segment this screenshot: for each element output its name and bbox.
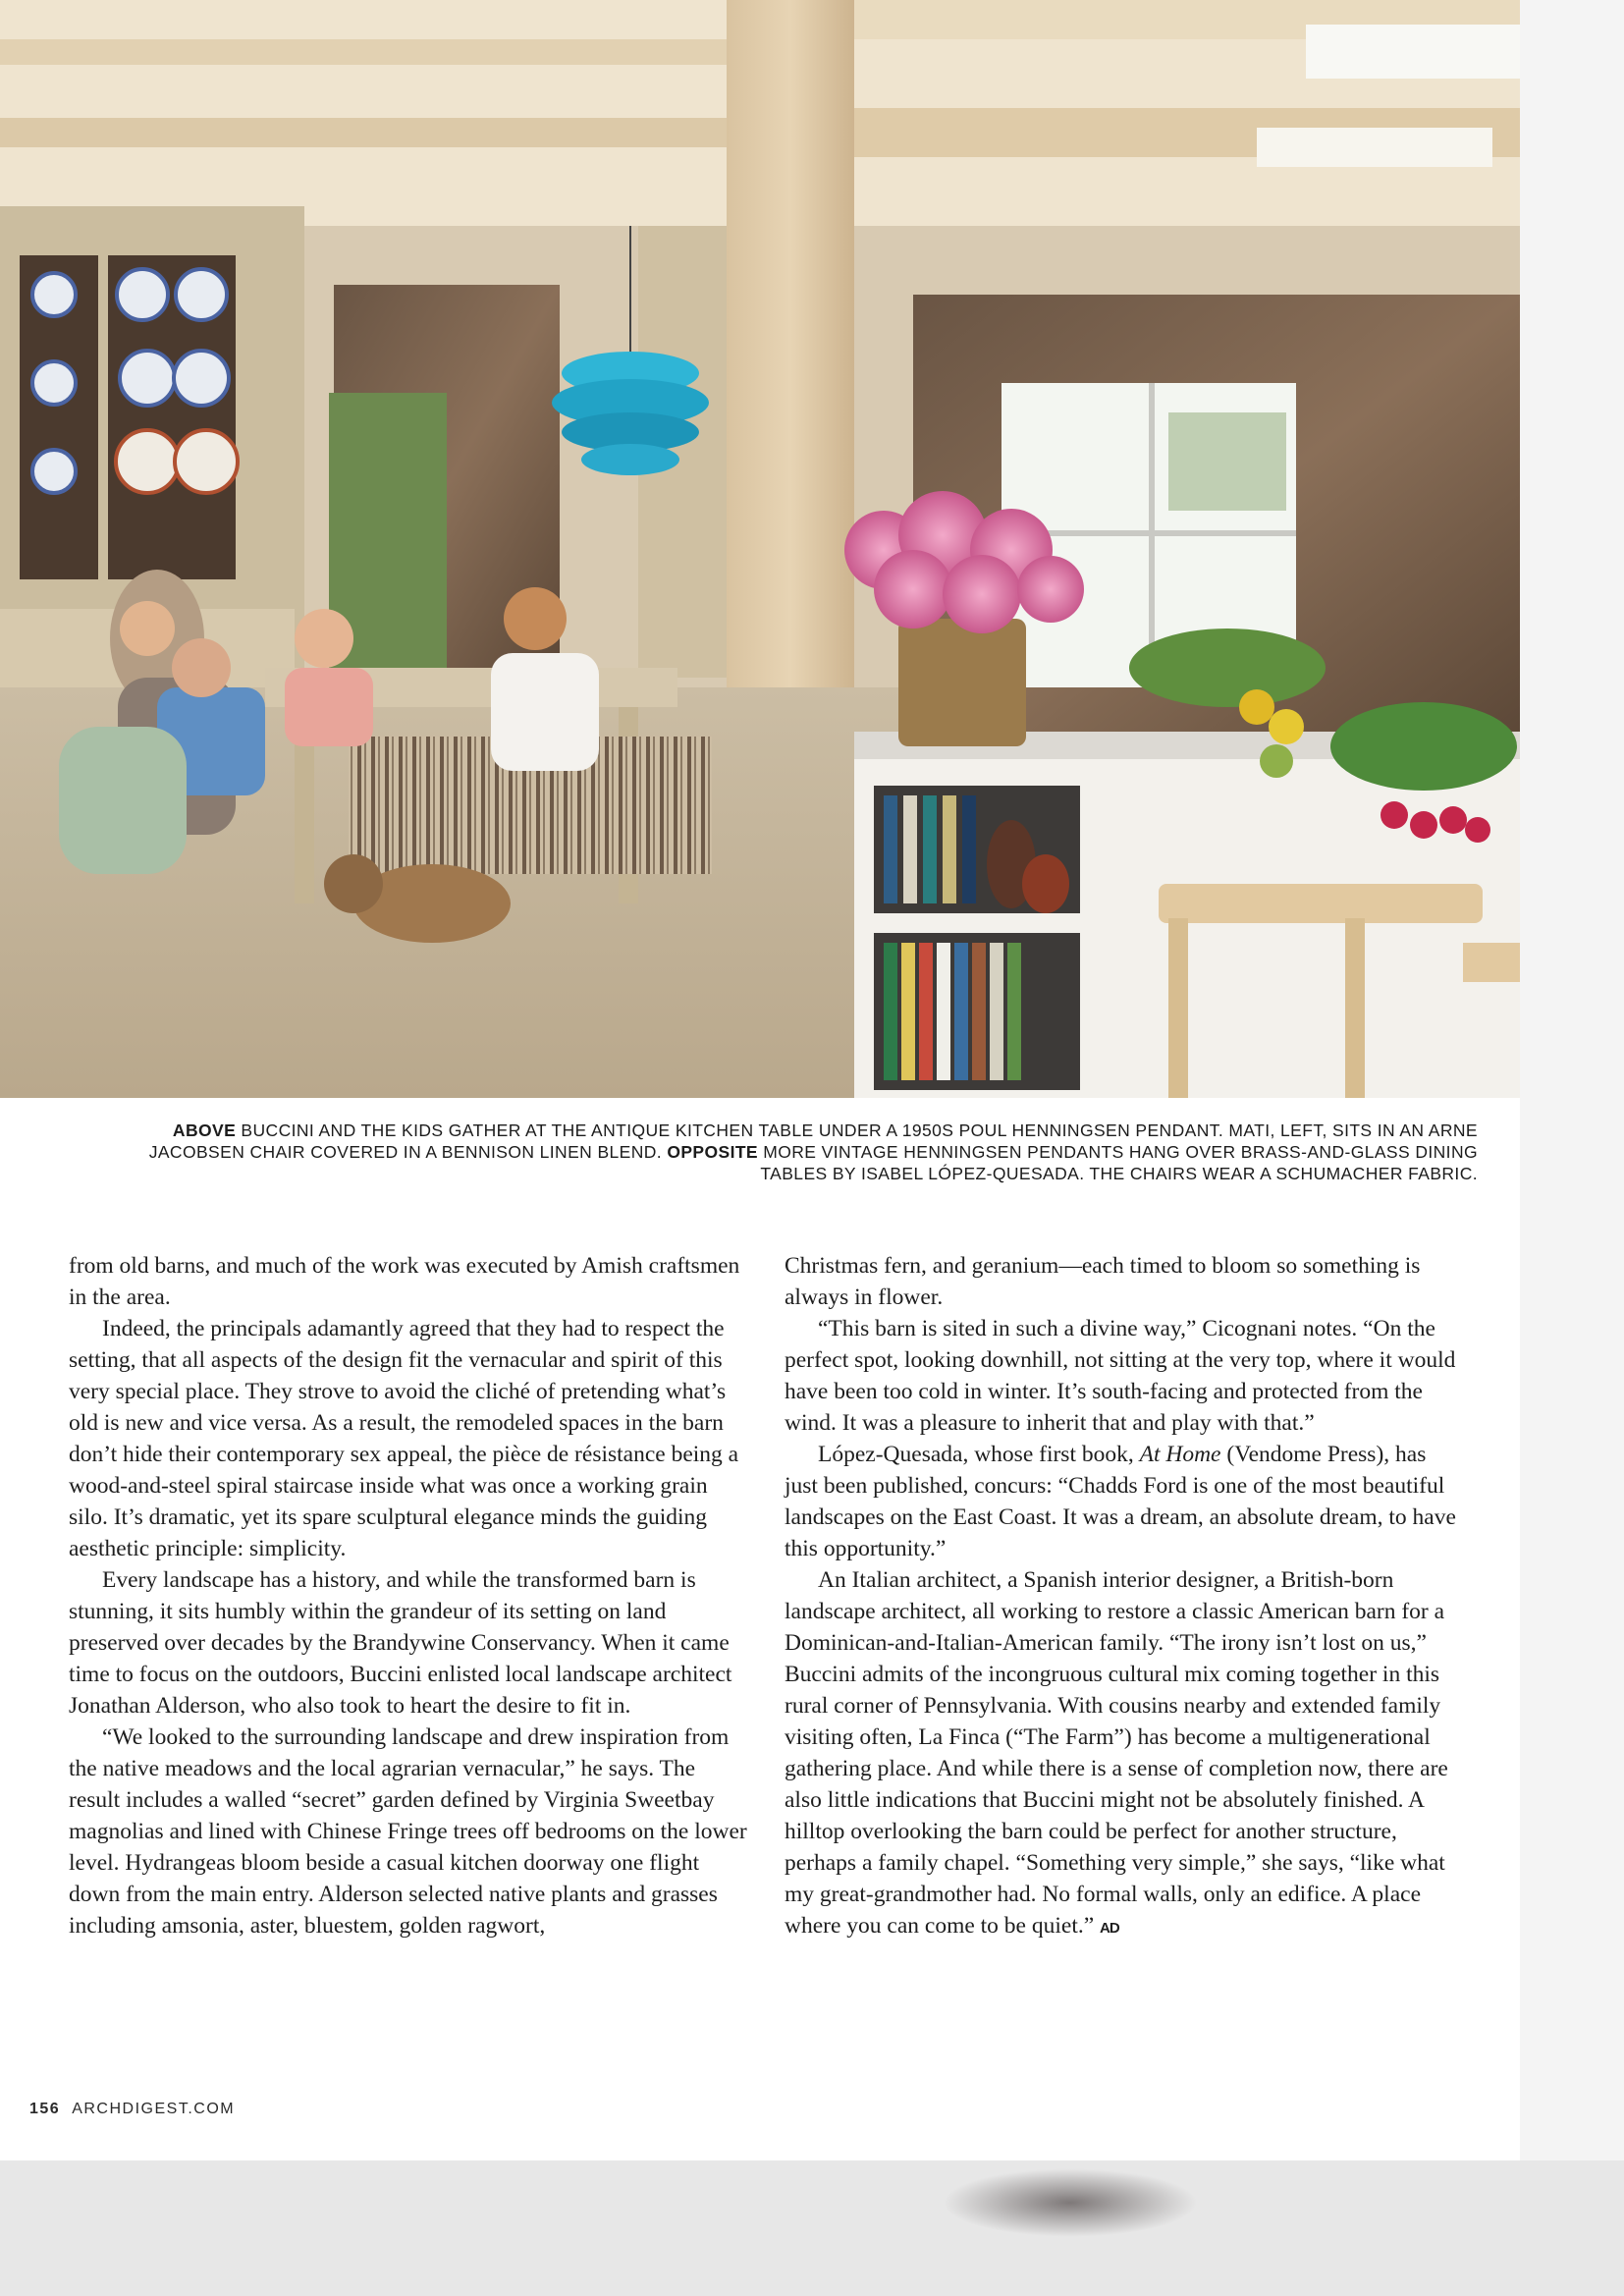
left-paragraph-1: from old barns, and much of the work was executed by Amish craftsmen in the area. xyxy=(69,1253,740,1310)
book-rest: (Vendome Press), has just been published, concurs: “Chadds Ford is one of the most beautiful landscapes on the East Coast. It was a dream, an absolute dream, to have this opportunity.” xyxy=(785,1442,1456,1561)
left-column xyxy=(69,1250,748,1941)
ad-end-mark-icon: AD xyxy=(1100,1920,1119,1937)
page-folio xyxy=(29,2101,235,2118)
caption-above-label: ABOVE xyxy=(172,1121,237,1140)
site-url: ARCHDIGEST.COM xyxy=(72,2101,236,2117)
right-paragraph-3 xyxy=(785,1439,1464,1564)
page-number: 156 xyxy=(29,2101,61,2117)
right-column xyxy=(785,1250,1464,1944)
right-paragraph-1: Christmas fern, and geranium—each timed to bloom so something is always in flower. xyxy=(785,1253,1421,1310)
right-paragraph-2: “This barn is sited in such a divine way,” Cicognani notes. “On the perfect spot, looking downhill, not sitting at the very top, where it would have been too cold in winter. It’s south-facing and protected from the wind. It was a pleasure to inherit that and play with that.” xyxy=(785,1316,1456,1436)
left-paragraph-4: “We looked to the surrounding landscape and drew inspiration from the native meadows and the local agrarian vernacular,” he says. The result includes a walled “secret” garden defined by Virginia Sweetbay magnolias and lined with Chinese Fringe trees off bedrooms on the lower level. Hydrangeas bloom beside a casual kitchen doorway one flight down from the main entry. Alderson selected native plants and grasses including amsonia, aster, bluestem, golden ragwort, xyxy=(69,1724,747,1939)
left-paragraph-2: Indeed, the principals adamantly agreed that they had to respect the setting, that all aspects of the design fit the vernacular and spirit of this very special place. They strove to avoid the cliché of pretending what’s old is new and vice versa. As a result, the remodeled spaces in the barn don’t hide their contemporary sex appeal, the pièce de résistance being a wood-and-steel spiral staircase inside what was once a working grain silo. It’s dramatic, yet its spare sculptural elegance minds the guiding aesthetic principle: simplicity. xyxy=(69,1316,739,1561)
kitchen-photo xyxy=(0,0,1520,1098)
book-intro: López-Quesada, whose first book, xyxy=(818,1442,1140,1467)
caption-opposite-text: MORE VINTAGE HENNINGSEN PENDANTS HANG OVER BRASS-AND-GLASS DINING TABLES BY ISABEL LÓPEZ-QUESADA. THE CHAIRS WEAR A SCHUMACHER FABRIC. xyxy=(760,1142,1478,1183)
book-title: At Home xyxy=(1139,1442,1221,1467)
caption-opposite-label: OPPOSITE xyxy=(667,1142,758,1162)
caption-above-text: BUCCINI AND THE KIDS GATHER AT THE ANTIQUE KITCHEN TABLE UNDER A 1950S POUL HENNINGSEN PENDANT. MATI, LEFT, SITS IN AN ARNE JACOBSEN CHAIR COVERED IN A BENNISON LINEN BLEND. xyxy=(148,1121,1478,1162)
photo-caption xyxy=(147,1120,1478,1184)
right-paragraph-4 xyxy=(785,1564,1464,1944)
left-paragraph-3: Every landscape has a history, and while the transformed barn is stunning, it sits humbly within the grandeur of its setting on land preserved over decades by the Brandywine Conservancy. When it came time to focus on the outdoors, Buccini enlisted local landscape architect Jonathan Alderson, who also took to heart the desire to fit in. xyxy=(69,1567,732,1719)
finger-shadow xyxy=(943,2168,1198,2237)
closing-text: An Italian architect, a Spanish interior designer, a British-born landscape architect, all working to restore a classic American barn for a Dominican-and-Italian-American family. “The irony isn’t lost on us,” Buccini admits of the incongruous cultural mix coming together in this rural corner of Pennsylvania. With cousins nearby and extended family visiting often, La Finca (“The Farm”) has become a multigenerational gathering place. And while there is a sense of completion now, there are also little indications that Buccini might not be absolutely finished. A hilltop overlooking the barn could be perfect for another structure, perhaps a family chapel. “Something very simple,” she says, “like what my great-grandmother had. No formal walls, only an edifice. A place where you can come to be quiet.” xyxy=(785,1567,1448,1939)
scan-margin xyxy=(1520,0,1624,2160)
scan-bottom-band xyxy=(0,2160,1624,2296)
